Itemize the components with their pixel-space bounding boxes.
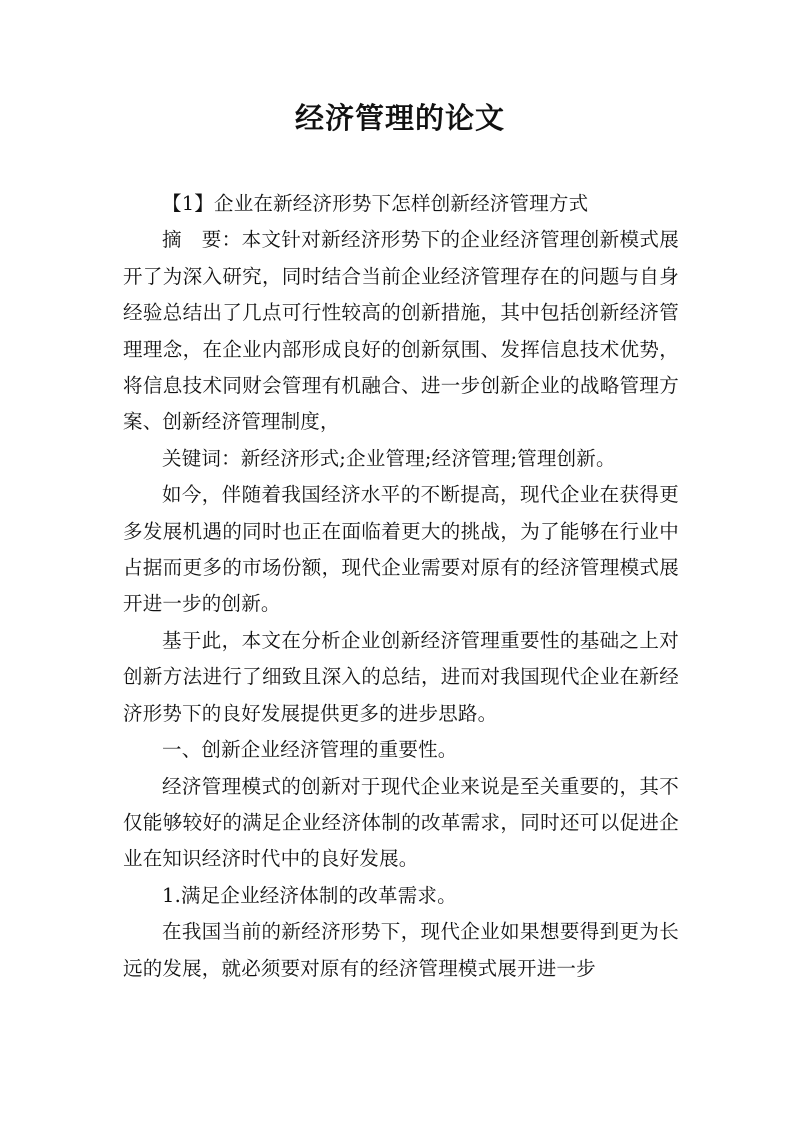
body-paragraph: 在我国当前的新经济形势下，现代企业如果想要得到更为长远的发展，就必须要对原有的经济管理模式展开进一步 bbox=[123, 920, 679, 980]
subsection-heading: 1.满足企业经济体制的改革需求。 bbox=[162, 883, 457, 907]
body-paragraph: 基于此，本文在分析企业创新经济管理重要性的基础之上对创新方法进行了细致且深入的总结，进而对我国现代企业在新经济形势下的良好发展提供更多的进步思路。 bbox=[123, 628, 679, 725]
section-heading-1: 【1】企业在新经济形势下怎样创新经济管理方式 bbox=[162, 192, 589, 215]
body-paragraph: 如今，伴随着我国经济水平的不断提高，现代企业在获得更多发展机遇的同时也正在面临着更大的挑战，为了能够在行业中占据而更多的市场份额，现代企业需要对原有的经济管理模式展开进一步的创新。 bbox=[123, 483, 679, 616]
body-paragraph: 经济管理模式的创新对于现代企业来说是至关重要的，其不仅能够较好的满足企业经济体制的改革需求，同时还可以促进企业在知识经济时代中的良好发展。 bbox=[123, 774, 679, 871]
document-title: 经济管理的论文 bbox=[294, 101, 505, 135]
section-heading: 一、创新企业经济管理的重要性。 bbox=[162, 738, 458, 762]
abstract-paragraph: 摘 要：本文针对新经济形势下的企业经济管理创新模式展开了为深入研究，同时结合当前企业经济管理存在的问题与自身经验总结出了几点可行性较高的创新措施，其中包括创新经济管理理念，在企业内部形成良好的创新氛围、发挥信息技术优势，将信息技术同财会管理有机融合、进一步创新企业的战略管理方案、创新经济管理制度， bbox=[123, 228, 679, 434]
document-body bbox=[123, 186, 679, 987]
keywords-paragraph: 关键词：新经济形式;企业管理;经济管理;管理创新。 bbox=[162, 446, 616, 470]
